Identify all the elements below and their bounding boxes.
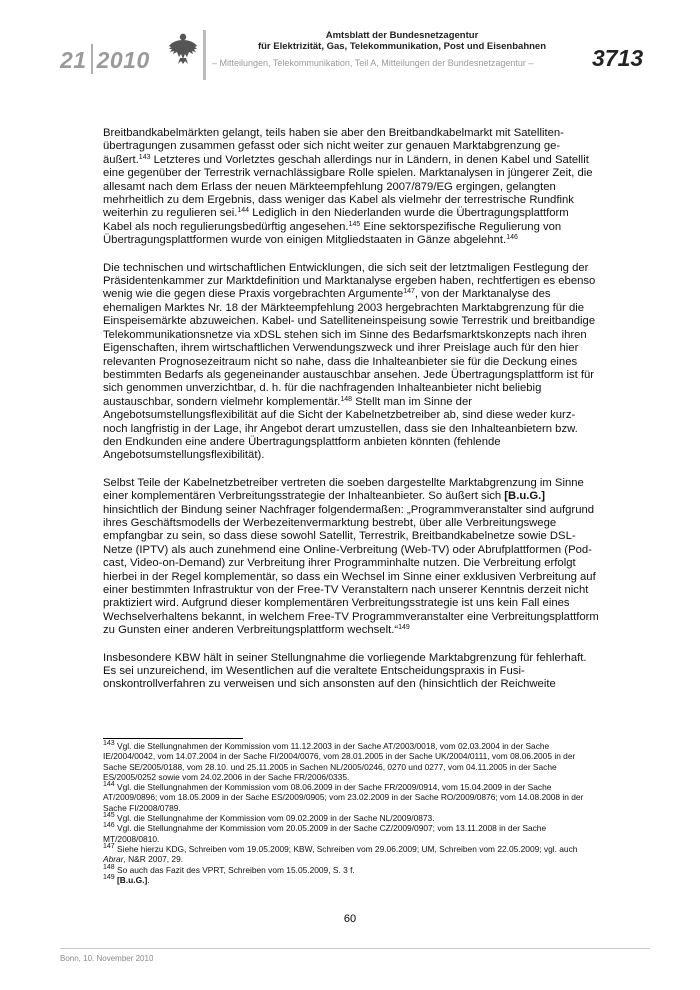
footnotes xyxy=(103,741,599,885)
issue-year xyxy=(60,44,150,74)
footnote-ref: 145 xyxy=(348,220,361,228)
footnote-148: $^{148}$ So auch das Fazit des VPRT, Schreiben vom 15.05.2009, S. 3 f. xyxy=(103,863,355,875)
gazette-title-line1: Amtsblatt der Bundesnetzagentur xyxy=(325,30,479,41)
issue-separator xyxy=(91,44,93,74)
gazette-page-number: 3713 xyxy=(592,45,644,71)
footnote-143: $^{143}$ Vgl. die Stellungnahmen der Kommission vom 11.12.2003 in der Sache AT/2003/0018, vom 02.03.2004 in der Sache IE/2004/0042, vom 14.07.2004 in der Sache FI/2004/0076, vom 28.01.2005 in der Sache UK/2004/0111, vom 08.06.2005 in der Sache SE/2005/0188, vom 28.10. und 25.11.2005 in Sachen NL/2005/0246, 0270 und 0277, vom 04.11.2005 in der Sache ES/2005/0252 sowie vom 24.02.2006 in der Sache FR/2006/0335. xyxy=(103,740,576,782)
paragraph-2: Die technischen und wirtschaftlichen Entwicklungen, die sich seit der letztmaligen Festlegung der Präsidentenkammer zur Marktdefinition und Marktanalyse ergeben haben, rechtfertigen es ebenso wenig wie die gegen diese Praxis vorgebrachten Argumente$^{147}$, von der Marktanalyse des ehemaligen Marktes Nr. 18 der Märkteempfehlung 2003 hergebrachten Marktabgrenzung für die Einspeisemärkte abzuweichen. Kabel- und Satelliteneinspeisung sowie Terrestrik und breitbandige Telekommunikationsnetze via xDSL stehen sich im Sinne des Bedarfsmarktskonzepts nach ihren Eigenschaften, ihrem wirtschaftlichen Verwendungszweck und ihrer Preislage auch für den hier relevanten Prognosezeitraum nicht so nahe, dass die Inhalteanbieter sie für die Deckung eines bestimmten Bedarfs als gegeneinander austauschbar ansehen. Jede Übertragungsplattform ist für sich genommen unverzichtbar, d. h. für die nachfragenden Inhalteanbieter nicht beliebig austauschbar, sondern vielmehr komplementär.$^{148}$ Stellt man im Sinne der Angebotsumstellungsflexibilität auf die Sicht der Kabelnetzbetreiber ab, sind diese weder kurz- noch langfristig in der Lage, ihr Angebot derart umzustellen, dass sie den Inhalteanbietern bzw. den Endkunden eine andere Übertragungsplattform anbieten könnten (fehlende Angebotsumstellungsflexibilität). xyxy=(103,261,596,462)
footer-divider xyxy=(60,948,650,949)
footnote-ref: 143 xyxy=(138,153,151,161)
gazette-title xyxy=(212,30,592,52)
footnote-ref: 146 xyxy=(506,234,518,242)
footnote-145: $^{145}$ Vgl. die Stellungnahme der Kommission vom 09.02.2009 in der Sache NL/2009/0873. xyxy=(103,812,435,824)
paragraph-1: Breitbandkabelmärkten gelangt, teils haben sie aber den Breitbandkabelmarkt mit Satellitenübertragungen zusammen gefasst oder sich nicht weiter zur genauen Marktabgrenzung geäußert.$^{143}$ Letzteres und Vorletztes geschah allerdings nur in Ländern, in denen Kabel und Satellit eine gegenüber der Terrestrik vernachlässigbare Rolle spielen. Marktanalysen in jüngerer Zeit, die allesamt nach dem Erlass der neuen Märkteempfehlung 2007/879/EG ergingen, gelangten mehrheitlich zu dem Ergebnis, dass weniger das Kabel als vielmehr der terrestrische Rundfink weiterhin zu regulieren sei.$^{144}$ Lediglich in den Niederlanden wurde die Übertragungsplattform Kabel als noch regulierungsbedürftig angesehen.$^{145}$ Eine sektorspezifische Regulierung von Übertragungsplattformen wurde von einigen Mitgliedstaaten in Gänze abgelehnt.$^{146}$ xyxy=(103,127,593,247)
footnote-144: $^{144}$ Vgl. die Stellungnahmen der Kommission vom 08.06.2009 in der Sache FR/2009/0914, vom 15.04.2009 in der Sache AT/2009/0896; vom 18.05.2009 in der Sache ES/2009/0905; vom 23.02.2009 in der Sache RO/2009/0876; vom 14.08.2008 in der Sache FI/2008/0789. xyxy=(103,781,584,813)
footnote-divider xyxy=(103,738,243,739)
issue-year-value: 2010 xyxy=(96,47,150,73)
footnote-147: $^{147}$ Siehe hierzu KDG, Schreiben vom 19.05.2009; KBW, Schreiben vom 29.06.2009; UM, Schreiben vom 22.05.2009; vgl. auch Abrar, N&R 2007, 29. xyxy=(103,842,578,865)
paragraph-3: Selbst Teile der Kabelnetzbetreiber vertreten die soeben dargestellte Marktabgrenzung im Sinne einer komplementären Verbreitungsstrategie der Inhalteanbieter. So äußert sich [B.u.G.] hinsichtlich der Bindung seiner Nachfrager folgendermaßen: „Programmveranstalter sind aufgrund ihres Geschäftsmodells der Werbezeitenvermarktung bestrebt, über alle Verbreitungswege empfangbar zu sein, so dass diese sowohl Satellit, Terrestrik, Breitbandkabelnetze sowie DSL-Netze (IPTV) als auch zunehmend eine Online-Verbreitung (Web-TV) oder Abrufplattformen (Pod-cast, Video-on-Demand) zur Verbreitung ihrer Programminhalte nutzen. Die Verbreitung erfolgt hierbei in der Regel komplementär, so dass ein Wechsel im Sinne einer exklusiven Verbreitung auf einer bestimmten Infrastruktur von der Free-TV Veranstaltern nach unserer Kenntnis derzeit nicht praktiziert wird. Aufgrund dieser komplementären Verbreitungsstrategie ist uns kein Fall eines Wechselverhaltens bekannt, in welchem Free-TV Programmveranstalter eine Verbreitungsplattform zu Gunsten einer anderen Verbreitungsplattform wechselt.“$^{149}$ xyxy=(103,476,599,637)
redaction-marker: [B.u.G.] xyxy=(504,490,546,503)
gazette-subtitle: – Mitteilungen, Telekommunikation, Teil A, Mitteilungen der Bundesnetzagentur – xyxy=(212,58,534,68)
footer-date: Bonn, 10. November 2010 xyxy=(60,954,154,963)
issue-number: 21 xyxy=(60,47,87,73)
footnote-ref: 149 xyxy=(398,624,410,632)
footnote-ref: 144 xyxy=(237,207,250,215)
footnote-ref: 147 xyxy=(403,288,415,296)
federal-eagle-icon xyxy=(168,30,198,66)
footnote-146: $^{146}$ Vgl. die Stellungnahme der Kommission vom 20.05.2009 in der Sache CZ/2009/0907; vom 13.11.2008 in der Sache MT/2008/0810. xyxy=(103,822,547,844)
footnote-149: $^{149}$ [B.u.G.]. xyxy=(103,873,150,885)
document-page-number: 60 xyxy=(343,913,357,925)
gazette-title-line2: für Elektrizität, Gas, Telekommunikation, Post und Eisenbahnen xyxy=(257,41,547,52)
footnote-ref: 148 xyxy=(340,395,353,403)
paragraph-4: Insbesondere KBW hält in seiner Stellungnahme die vorliegende Marktabgrenzung für fehlerhaft. Es sei unzureichend, im Wesentlichen auf die veraltete Entscheidungspraxis in Fusionskontrollverfahren zu verweisen und sich ansonsten auf den (hinsichtlich der Reichweite xyxy=(103,651,587,691)
main-text xyxy=(103,127,599,706)
header-divider xyxy=(203,30,206,80)
